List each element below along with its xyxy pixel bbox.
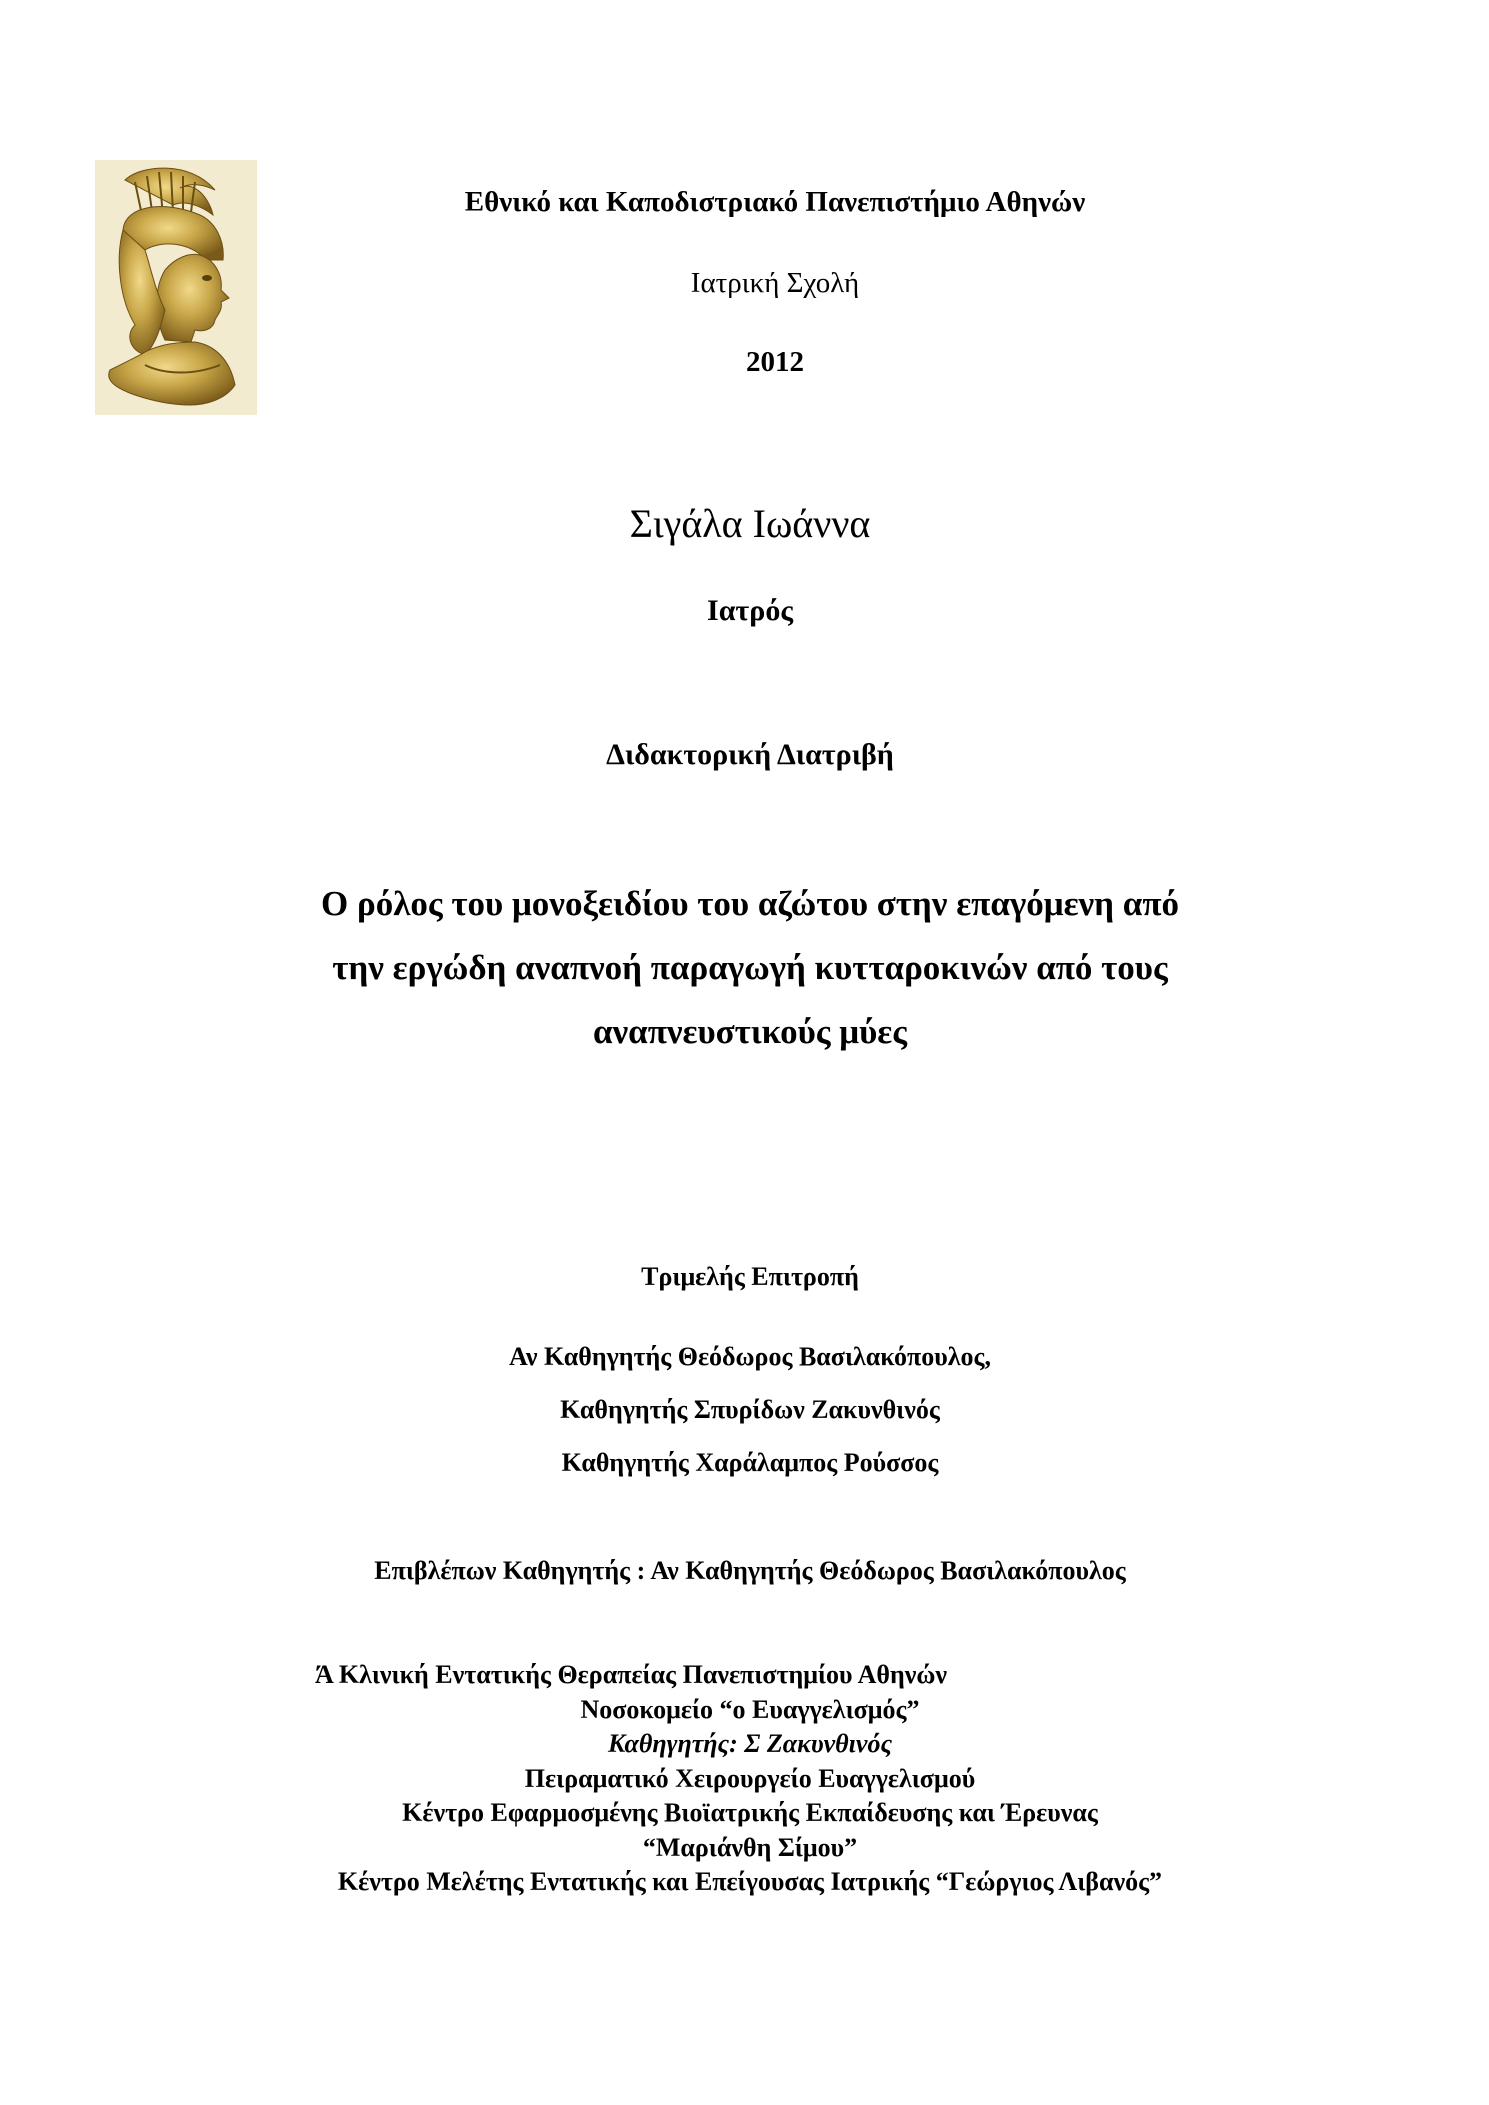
affiliation-clinic: Ά Κλινική Εντατικής Θεραπείας Πανεπιστημίου Αθηνών: [315, 1660, 947, 1689]
committee-label: Τριμελής Επιτροπή: [641, 1262, 859, 1291]
document-year: 2012: [746, 346, 804, 378]
committee-member: Καθηγητής Χαράλαμπος Ρούσσος: [561, 1448, 939, 1477]
author-name: Σιγάλα Ιωάννα: [629, 501, 871, 546]
thesis-title-line: αναπνευστικούς μύες: [593, 1012, 907, 1051]
affiliation-intensive-care-center: Κέντρο Μελέτης Εντατικής και Επείγουσας Ιατρικής “Γεώργιος Λιβανός”: [337, 1867, 1163, 1896]
affiliation-hospital: Νοσοκομείο “ο Ευαγγελισμός”: [580, 1694, 920, 1724]
author-profession: Ιατρός: [707, 594, 793, 627]
document-type: Διδακτορική Διατριβή: [606, 738, 894, 771]
committee-member: Αν Καθηγητής Θεόδωρος Βασιλακόπουλος,: [509, 1342, 991, 1371]
university-name: Εθνικό και Καποδιστριακό Πανεπιστήμιο Αθηνών: [464, 186, 1086, 218]
thesis-title: [195, 872, 1305, 1064]
affiliation-research-center-name: “Μαριάνθη Σίμου”: [642, 1832, 858, 1862]
thesis-title-line: Ο ρόλος του μονοξειδίου του αζώτου στην επαγόμενη από: [321, 884, 1179, 923]
committee-members: [300, 1330, 1200, 1489]
supervisor-line: Επιβλέπων Καθηγητής : Αν Καθηγητής Θεόδωρος Βασιλακόπουλος: [374, 1556, 1126, 1585]
thesis-title-line: την εργώδη αναπνοή παραγωγή κυτταροκινών από τους: [332, 948, 1168, 987]
affiliation-professor: Καθηγητής: Σ Ζακυνθινός: [607, 1729, 893, 1758]
university-logo: [95, 160, 257, 415]
committee-member: Καθηγητής Σπυρίδων Ζακυνθινός: [560, 1395, 940, 1424]
affiliation-research-center: Κέντρο Εφαρμοσμένης Βιοϊατρικής Εκπαίδευσης και Έρευνας: [402, 1798, 1098, 1827]
affiliations-block: [200, 1658, 1300, 1900]
school-name: Ιατρική Σχολή: [690, 267, 860, 299]
athena-helmet-head-icon: [95, 160, 257, 415]
affiliation-surgery-lab: Πειραματικό Χειρουργείο Ευαγγελισμού: [524, 1763, 976, 1793]
